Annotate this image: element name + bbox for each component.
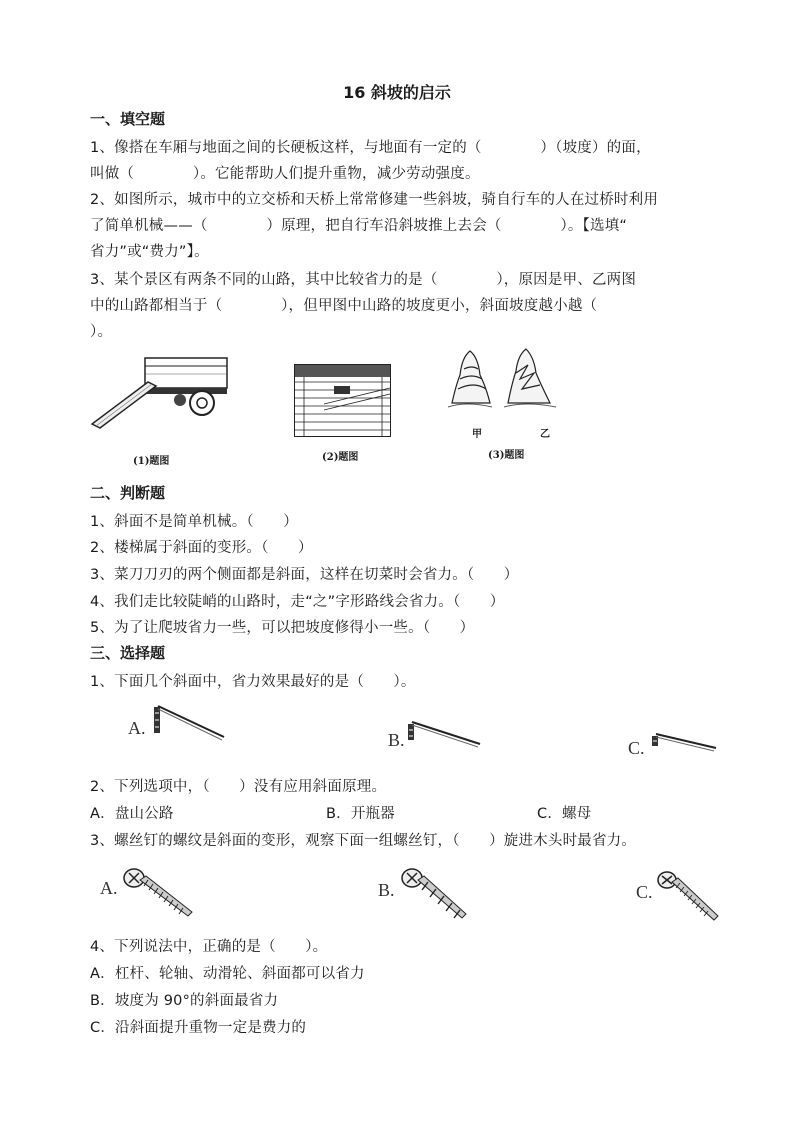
q3-option-b-label: B. — [378, 880, 395, 900]
judge-line-2: 2、楼梯属于斜面的变形。（ ） — [90, 540, 313, 556]
overpass-ramp-illustration — [294, 364, 391, 437]
fill-line-1: 1、像搭在车厢与地面之间的长硬板这样，与地面有一定的（ ）（坡度）的面， — [90, 140, 651, 156]
q3-option-c-label: C. — [636, 882, 653, 902]
section-judge-heading: 二、判断题 — [90, 484, 166, 502]
q1-ramp-c-icon — [650, 728, 720, 758]
judge-line-3: 3、菜刀刀刃的两个侧面都是斜面，这样在切菜时会省力。（ ） — [90, 567, 519, 583]
q3-screw-a-icon — [120, 860, 200, 920]
figure-1-caption: (1)题图 — [133, 456, 170, 467]
q2-option-b: B．开瓶器 — [326, 806, 395, 822]
choice-q4: 4、下列说法中，正确的是（ ）。 — [90, 939, 328, 955]
q2-option-c: C．螺母 — [537, 806, 592, 822]
mountain-paths-illustration — [446, 345, 562, 415]
q3-screw-b-icon — [398, 862, 472, 920]
fill-line-7: 中的山路都相当于（ ），但甲图中山路的坡度更小，斜面坡度越小越（ — [90, 298, 598, 314]
q1-option-b-label: B. — [388, 730, 405, 750]
section-choice-heading: 三、选择题 — [90, 644, 166, 662]
judge-line-4: 4、我们走比较陡峭的山路时，走“之”字形路线会省力。（ ） — [90, 594, 505, 610]
section-fill-heading: 一、填空题 — [90, 110, 166, 128]
choice-q3: 3、螺丝钉的螺纹是斜面的变形，观察下面一组螺丝钉，（ ）旋进木头时最省力。 — [90, 833, 637, 849]
page-title: 16 斜坡的启示 — [343, 83, 451, 102]
q4-option-c: C．沿斜面提升重物一定是费力的 — [90, 1020, 307, 1036]
fill-line-4: 了简单机械——（ ）原理，把自行车沿斜坡推上去会（ ）。【选填“ — [90, 218, 628, 234]
q1-option-a-label: A. — [128, 718, 146, 738]
fill-line-5: 省力”或“费力”】。 — [90, 244, 209, 260]
fill-line-2: 叫做（ ）。它能帮助人们提升重物，减少劳动强度。 — [90, 166, 480, 182]
choice-q1: 1、下面几个斜面中，省力效果最好的是（ ）。 — [90, 674, 416, 690]
q2-option-a: A．盘山公路 — [90, 806, 174, 822]
figure-3-label-yi: 乙 — [540, 429, 550, 440]
fill-line-6: 3、某个景区有两条不同的山路，其中比较省力的是（ ），原因是甲、乙两图 — [90, 272, 637, 288]
q4-option-b: B．坡度为 90°的斜面最省力 — [90, 993, 279, 1009]
fill-line-8: ）。 — [90, 324, 113, 340]
truck-ramp-illustration — [90, 350, 240, 430]
q1-ramp-a-icon — [152, 703, 232, 743]
q1-ramp-b-icon — [406, 718, 486, 754]
q3-option-a-label: A. — [100, 878, 118, 898]
choice-q2: 2、下列选项中，（ ）没有应用斜面原理。 — [90, 779, 387, 795]
q1-option-c-label: C. — [628, 738, 645, 758]
figure-2-caption: (2)题图 — [322, 452, 359, 463]
fill-line-3: 2、如图所示，城市中的立交桥和天桥上常常修建一些斜坡，骑自行车的人在过桥时利用 — [90, 192, 659, 208]
q4-option-a: A．杠杆、轮轴、动滑轮、斜面都可以省力 — [90, 966, 365, 982]
judge-line-5: 5、为了让爬坡省力一些，可以把坡度修得小一些。（ ） — [90, 620, 475, 636]
figure-3-caption: (3)题图 — [488, 450, 525, 461]
figure-3-label-jia: 甲 — [472, 429, 482, 440]
q3-screw-c-icon — [654, 866, 724, 922]
judge-line-1: 1、斜面不是简单机械。（ ） — [90, 514, 298, 530]
